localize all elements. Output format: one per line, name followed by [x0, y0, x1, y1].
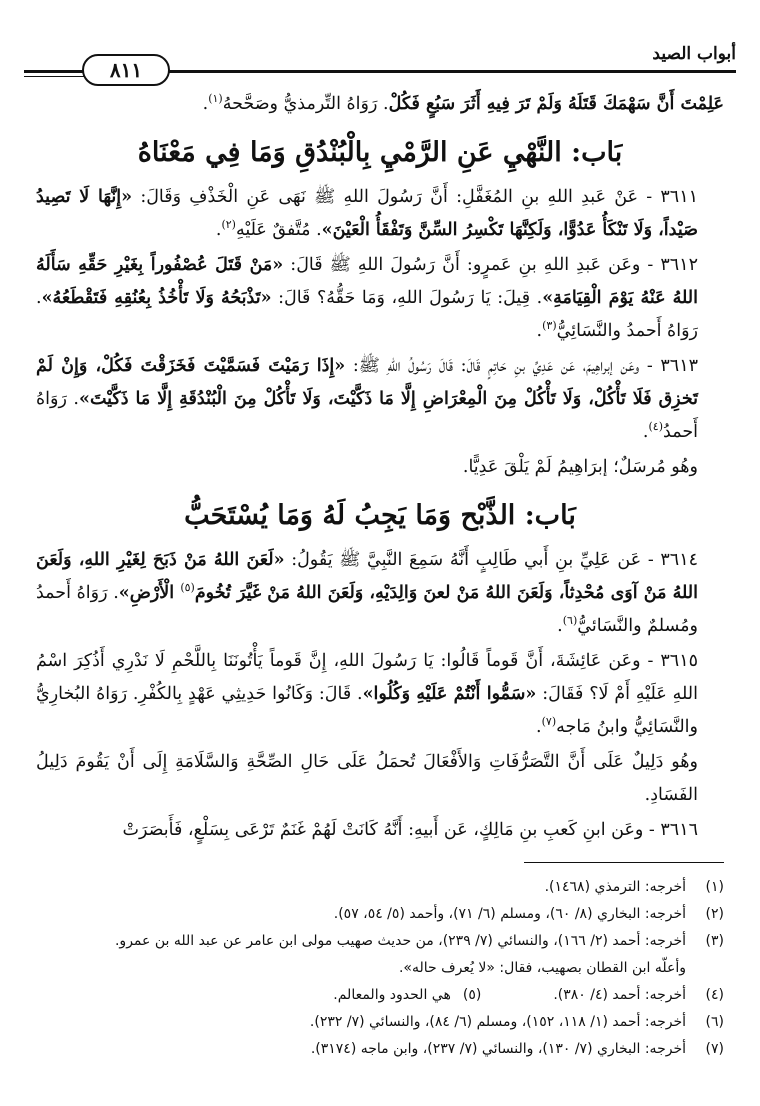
hadith-text: «مَنْ قَتَلَ عُصْفُوراً بِغَيْرِ حَقِّهِ سَأَلَهُ اللهُ عَنْهُ يَوْمَ الْقِيَامَةِ»: [36, 255, 698, 308]
footnote-text: أخرجه: الترمذي (١٤٦٨).: [544, 879, 686, 895]
running-chapter-title: أبواب الصيد: [652, 44, 736, 64]
footnote-3-continuation: وأعلّه ابن القطان بصهيب، فقال: «لا يُعرف حاله».: [398, 960, 686, 976]
footnote-ref: (٣): [542, 319, 557, 333]
footnote-1: [36, 874, 724, 901]
hadith-intro: ٣٦١٣ - وعَن إبراهِيمَ، عَن عَدِيِّ بنِ حَاتِمٍ قَالَ: قَالَ رَسُولُ اللهِ ﷺ:: [345, 356, 698, 376]
footnote-6: [36, 1009, 724, 1036]
hadith-text-2: «تَذْبَحُهُ وَلَا تَأْخُذُ بِعُنُقِهِ فَتَقْطَعُهُ»: [41, 288, 272, 308]
footnote-number: (١): [705, 879, 724, 895]
footnote-number: (٣): [705, 933, 724, 949]
chapter-heading-bunduq: بَاب: النَّهْيِ عَنِ الرَّمْيِ بِالْبُنْدُقِ وَمَا فِي مَعْنَاهُ: [137, 137, 623, 168]
hadith-source: . رَوَاهُ أَحمدُ ومُسلمٌ والنَّسَائيُّ: [36, 583, 698, 636]
footnote-number: (٦): [705, 1014, 724, 1030]
footnotes: [36, 874, 724, 1063]
footnote-number: (٥): [462, 987, 482, 1003]
hadith-3616: [36, 814, 724, 847]
footnote-text: أخرجه: أحمد (٤/ ٣٨٠).: [553, 987, 686, 1003]
footnote-text: هي الحدود والمعالم.: [333, 987, 451, 1003]
hadith-text: عَلِمْتَ أَنَّ سَهْمَكَ قَتَلَهُ وَلَمْ تَرَ فِيهِ أَثَرَ سَبُعٍ فَكُلْ: [388, 94, 724, 114]
hadith-3615-note: وهُو دَلِيلٌ عَلَى أَنَّ التَّصَرُّفَاتِ وَالأَفْعَالَ تُحمَلُ عَلَى حَالِ الصِّحَّةِ وَالسَّلَامَةِ إِلَى أَنْ يَقُومَ دَلِيلُ الفَسَادِ.: [36, 752, 698, 805]
footnote-separator: [524, 862, 724, 863]
footnote-ref: (١): [208, 92, 223, 106]
hadith-3613: ٣٦١٣ - وعَن إبراهِيمَ، عَن عَدِيِّ بنِ حَاتِمٍ قَالَ: قَالَ رَسُولُ اللهِ ﷺ: «إِذَا رَمَيْتَ فَسَمَّيْتَ فَخَزَقْتَ فَكُلْ، وَإِنْ لَمْ تَخزِق فَلَا تَأْكُلْ، وَلَا تَأْكُلْ مِنَ الْمِعْرَاضِ إِلَّا مَا ذَكَّيْتَ، وَلَا تَأْكُلْ مِنَ الْبُنْدُقَةِ إِلَّا مَا ذَكَّيْتَ». رَوَاهُ أَحمدُ$^{(٤)}$.: [36, 356, 698, 442]
footnote-ref: (٧): [541, 715, 557, 729]
hadith-intro: ٣٦١١ - عَنْ عَبدِ اللهِ بنِ المُغَفَّلِ: أَنَّ رَسُولَ اللهِ ﷺ نَهَى عَنِ الْخَذْفِ وَقَالَ:: [132, 187, 698, 207]
hadith-3614: ٣٦١٤ - عَن عَلِيِّ بنِ أَبي طَالِبٍ أَنَّهُ سَمِعَ النَّبِيَّ ﷺ يَقُولُ: «لَعَنَ اللهُ مَنْ ذَبَحَ لِغَيْرِ اللهِ، وَلَعَنَ اللهُ مَنْ آوَى مُحْدِثاً، وَلَعَنَ اللهُ مَنْ لعنَ وَالِدَيْهِ، وَلَعَنَ اللهُ مَنْ غَيَّرَ تُخُومَ$^{(٥)}$ الْأَرْضِ». رَوَاهُ أَحمدُ ومُسلمٌ والنَّسَائيُّ$^{(٦)}$.: [36, 550, 699, 636]
hadith-text: «إِنَّهَا لَا تَصِيدُ صَيْداً، وَلَا تَنْكَأُ عَدُوًّا، وَلَكِنَّهَا تَكْسِرُ السِّنَّ وَتَفْقَأُ الْعَيْنَ»: [36, 187, 698, 240]
main-text: [36, 88, 724, 849]
footnote-text: أخرجه: أحمد (١/ ١١٨، ١٥٢)، ومسلم (٦/ ٨٤)، والنسائي (٧/ ٢٣٢).: [309, 1014, 686, 1030]
hadith-middle: . قَالَ: وَكَانُوا حَدِيثِي عَهْدٍ بِالكُفْرِ. رَوَاهُ البُخارِيُّ والنَّسَائِيُّ وابنُ مَاجه: [36, 684, 698, 737]
footnote-ref: (٢): [221, 218, 236, 232]
hadith-3612: ٣٦١٢ - وعَن عَبدِ اللهِ بنِ عَمرٍو: أَنَّ رَسُولَ اللهِ ﷺ قَالَ: «مَنْ قَتَلَ عُصْفُوراً بِغَيْرِ حَقِّهِ سَأَلَهُ اللهُ عَنْهُ يَوْمَ الْقِيَامَةِ». قِيلَ: يَا رَسُولَ اللهِ، وَمَا حَقُّهُ؟ قَالَ: «تَذْبَحُهُ وَلَا تَأْخُذُ بِعُنُقِهِ فَتَقْطَعُهُ». رَوَاهُ أَحمدُ والنَّسَائِيُّ$^{(٣)}$.: [36, 255, 698, 341]
footnote-5: [333, 982, 541, 1009]
intro-paragraph: عَلِمْتَ أَنَّ سَهْمَكَ قَتَلَهُ وَلَمْ تَرَ فِيهِ أَثَرَ سَبُعٍ فَكُلْ. رَوَاهُ التِّرمذيُّ وصَحَّحهُ$^{(١)}$.: [202, 92, 724, 114]
footnote-4-5: [36, 982, 724, 1009]
footnote-ref-inline: (٥): [180, 581, 195, 595]
footnote-number: (٤): [705, 987, 724, 1003]
hadith-intro: ٣٦١٦ - وعَن ابنِ كَعبِ بنِ مَالِكٍ، عَن أَبيهِ: أَنَّهُ كَانَتْ لَهُمْ غَنَمٌ تَرْعَى بِسَلْعٍ، فَأَبصَرَتْ: [122, 820, 698, 840]
hadith-source: . مُتَّفقٌ عَلَيْهِ: [235, 220, 322, 240]
footnote-number: (٧): [705, 1041, 724, 1057]
hadith-3611: ٣٦١١ - عَنْ عَبدِ اللهِ بنِ المُغَفَّلِ: أَنَّ رَسُولَ اللهِ ﷺ نَهَى عَنِ الْخَذْفِ وَقَالَ: «إِنَّهَا لَا تَصِيدُ صَيْداً، وَلَا تَنْكَأُ عَدُوًّا، وَلَكِنَّهَا تَكْسِرُ السِّنَّ وَتَفْقَأُ الْعَيْنَ». مُتَّفقٌ عَلَيْهِ$^{(٢)}$.: [36, 187, 698, 240]
page-header: [24, 40, 736, 88]
footnote-3: [36, 928, 724, 955]
footnote-text: أخرجه: البخاري (٧/ ١٣٠)، والنسائي (٧/ ٢٣٧)، وابن ماجه (٣١٧٤).: [310, 1041, 686, 1057]
hadith-intro: ٣٦١٥ - وعَن عَائِشَةَ، أَنَّ قَوماً قَالُوا: يَا رَسُولَ اللهِ، إِنَّ قَوماً يَأْتُونَنَا بِاللَّحْمِ لَا نَدْرِي أَذُكِرَ اسْمُ اللهِ عَلَيْهِ أَمْ لَا؟ فَقَالَ:: [36, 651, 699, 704]
hadith-3615: ٣٦١٥ - وعَن عَائِشَةَ، أَنَّ قَوماً قَالُوا: يَا رَسُولَ اللهِ، إِنَّ قَوماً يَأْتُونَنَا بِاللَّحْمِ لَا نَدْرِي أَذُكِرَ اسْمُ اللهِ عَلَيْهِ أَمْ لَا؟ فَقَالَ: «سَمُّوا أَنْتُمْ عَلَيْهِ وَكُلُوا». قَالَ: وَكَانُوا حَدِيثِي عَهْدٍ بِالكُفْرِ. رَوَاهُ البُخارِيُّ والنَّسَائِيُّ وابنُ مَاجه$^{(٧)}$.: [36, 651, 699, 737]
hadith-middle: . قِيلَ: يَا رَسُولَ اللهِ، وَمَا حَقُّهُ؟ قَالَ:: [271, 288, 543, 308]
page-number: ٨١١: [82, 54, 170, 86]
footnote-ref: (٦): [562, 614, 578, 628]
hadith-3613-note: وهُو مُرسَلٌ؛ إبرَاهِيمُ لَمْ يَلْقَ عَدِيًّا.: [462, 457, 698, 477]
footnote-7: [36, 1036, 724, 1063]
footnote-2: [36, 901, 724, 928]
footnote-number: (٢): [705, 906, 724, 922]
hadith-intro: ٣٦١٤ - عَن عَلِيِّ بنِ أَبي طَالِبٍ أَنَّهُ سَمِعَ النَّبِيَّ ﷺ يَقُولُ:: [284, 550, 699, 570]
hadith-text: «إِذَا رَمَيْتَ فَسَمَّيْتَ فَخَزَقْتَ فَكُلْ، وَإِنْ لَمْ تَخزِق فَلَا تَأْكُلْ، وَلَا تَأْكُلْ مِنَ الْمِعْرَاضِ إِلَّا مَا ذَكَّيْتَ، وَلَا تَأْكُلْ مِنَ الْبُنْدُقَةِ إِلَّا مَا ذَكَّيْتَ»: [36, 356, 698, 409]
hadith-source: . رَوَاهُ التِّرمذيُّ وصَحَّحهُ: [222, 94, 389, 114]
hadith-text: «لَعَنَ اللهُ مَنْ ذَبَحَ لِغَيْرِ اللهِ، وَلَعَنَ اللهُ مَنْ آوَى مُحْدِثاً، وَلَعَنَ اللهُ مَنْ لعنَ وَالِدَيْهِ، وَلَعَنَ اللهُ مَنْ غَيَّرَ تُخُومَ: [36, 550, 699, 603]
hadith-text-end: الْأَرْضِ»: [118, 583, 181, 603]
chapter-heading-dhabh: بَاب: الذَّبْح وَمَا يَجِبُ لَهُ وَمَا يُسْتَحَبُّ: [184, 500, 576, 531]
hadith-source: . رَوَاهُ أَحمدُ والنَّسَائِيُّ: [36, 288, 698, 341]
footnote-ref: (٤): [648, 420, 664, 434]
footnote-text: أخرجه: أحمد (٢/ ١٦٦)، والنسائي (٧/ ٢٣٩)، من حديث صهيب مولى ابن عامر عن عبد الله بن عمرو.: [114, 933, 686, 949]
hadith-intro: ٣٦١٢ - وعَن عَبدِ اللهِ بنِ عَمرٍو: أَنَّ رَسُولَ اللهِ ﷺ قَالَ:: [283, 255, 698, 275]
hadith-source: . رَوَاهُ أَحمدُ: [36, 389, 698, 442]
hadith-text: «سَمُّوا أَنْتُمْ عَلَيْهِ وَكُلُوا»: [362, 684, 537, 704]
footnote-text: أخرجه: البخاري (٨/ ٦٠)، ومسلم (٦/ ٧١)، وأحمد (٥/ ٥٤، ٥٧).: [333, 906, 686, 922]
